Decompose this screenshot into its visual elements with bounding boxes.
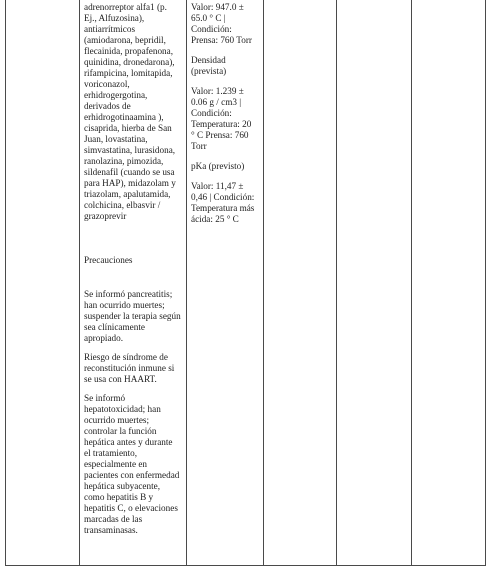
boiling-point-value: Valor: 947.0 ± 65.0 ° C | Condición: Prensa: 760 Torr (191, 2, 252, 45)
precaution-pancreatitis: Se informó pancreatitis; han ocurrido muertes; suspender la terapia según sea clínicamente apropiado. (84, 289, 181, 343)
density-value: Valor: 1.239 ± 0.06 g / cm3 | Condición: Temperatura: 20 ° C Prensa: 760 Torr (191, 86, 252, 151)
drug-info-table (5, 0, 486, 566)
density-label: Densidad (prevista) (191, 55, 227, 76)
empty-cell (412, 0, 486, 566)
precaution-immune-reconstitution: Riesgo de síndrome de reconstitución inmune si se usa con HAART. (84, 352, 175, 384)
precautions-heading: Precauciones (84, 255, 133, 265)
properties-cell (187, 0, 264, 566)
pka-label: pKa (previsto) (191, 161, 245, 171)
empty-cell (6, 0, 80, 566)
drug-interactions-text: adrenorreptor alfa1 (p. Ej., Alfuzosina), antiarrítmicos (amiodarona, bepridil, flecainida, propafenona, quinidina, dronedarona), rifampicina, lomitapida, voriconazol, erhidrogergotina, derivados de erhidrogotinaamina ), cisaprida, hierba de San Juan, lovastatina, simvastatina, lurasidona, ranolazina, pimozida, sildenafil (cuando se usa para HAP), midazolam y triazolam, apalutamida, colchicina, elbasvir / grazoprevir (84, 2, 176, 221)
empty-cell (264, 0, 337, 566)
empty-cell (337, 0, 412, 566)
precaution-hepatotoxicity: Se informó hepatotoxicidad; han ocurrido muertes; controlar la función hepática antes y durante el tratamiento, especialmente en pacientes con enfermedad hepática subyacente, como hepatitis B y hepatitis C, o elevaciones marcadas de las transaminasas. (84, 393, 180, 535)
interactions-precautions-cell (80, 0, 187, 566)
pka-value: Valor: 11,47 ± 0,46 | Condición: Temperatura más ácida: 25 ° C (191, 181, 255, 224)
table-row (6, 0, 486, 566)
